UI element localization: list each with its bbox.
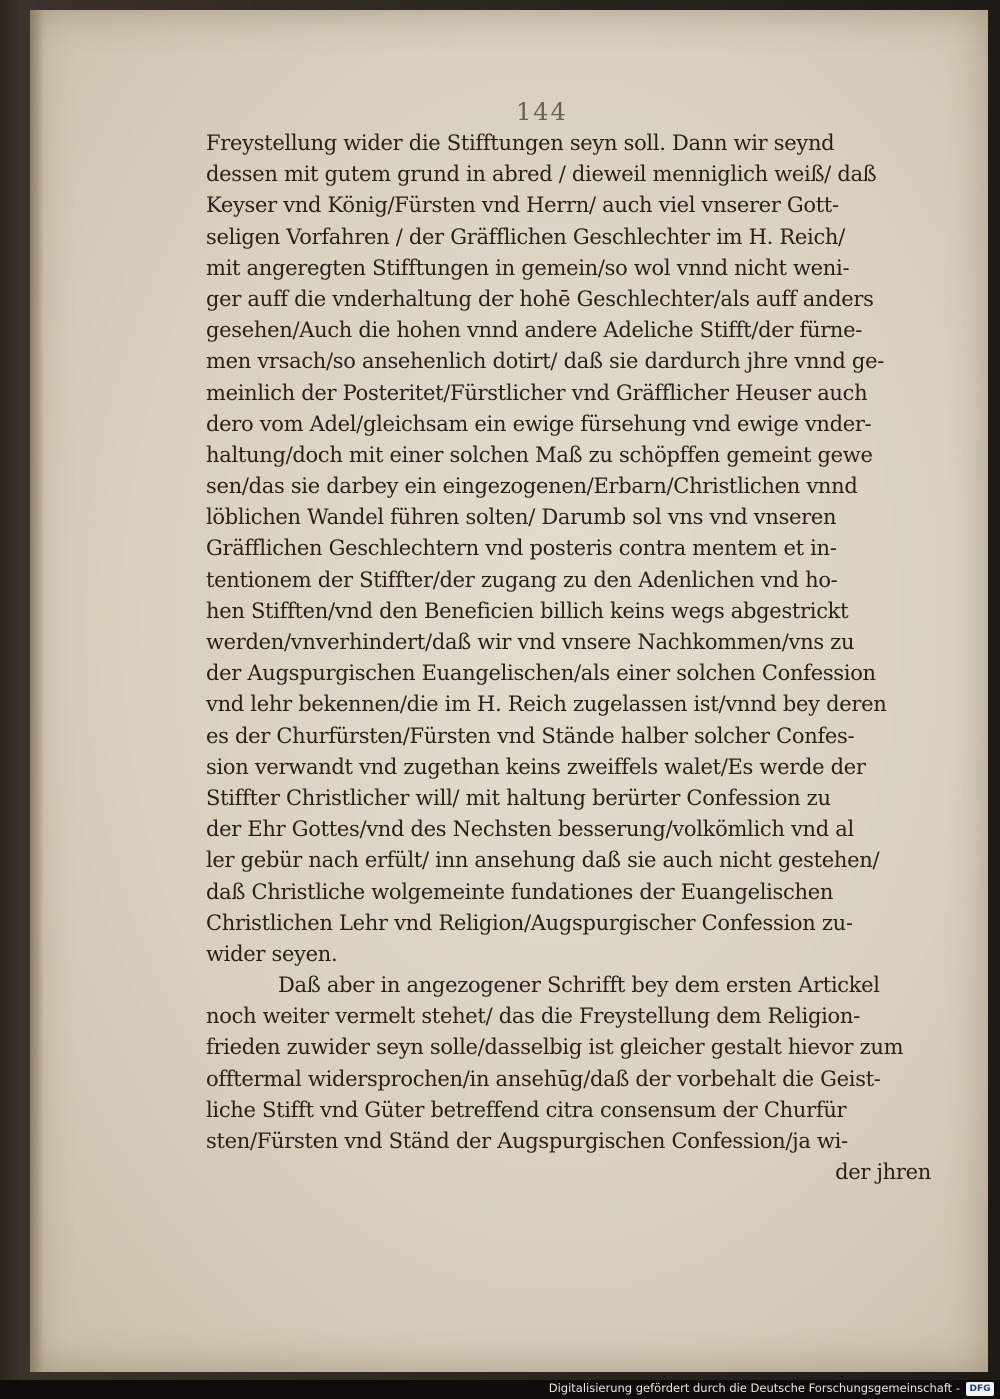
text-line: liche Stifft vnd Güter betreffend citra consensum der Churfür <box>206 1097 847 1122</box>
text-line: es der Churfürsten/Fürsten vnd Stände halber solcher Confes- <box>206 723 855 748</box>
text-line: dessen mit gutem grund in abred / dieweil menniglich weiß/ daß <box>206 162 877 187</box>
paragraph-start-line: Daß aber in angezogener Schrifft bey dem ersten Artickel <box>278 973 880 998</box>
text-line: gesehen/Auch die hohen vnnd andere Adeliche Stifft/der fürne- <box>206 318 863 343</box>
text-line: dero vom Adel/gleichsam ein ewige fürsehung vnd ewige vnder- <box>206 411 872 436</box>
text-line: ler gebür nach erfült/ inn ansehung daß sie auch nicht gestehen/ <box>206 848 880 873</box>
text-line: tentionem der Stiffter/der zugang zu den Adenlichen vnd ho- <box>206 567 838 592</box>
page-number: 144 <box>516 98 568 126</box>
text-line: der Ehr Gottes/vnd des Nechsten besserung/volkömlich vnd al <box>206 817 854 842</box>
text-line: mit angeregten Stifftungen in gemein/so wol vnnd nicht weni- <box>206 255 850 280</box>
text-line: Keyser vnd König/Fürsten vnd Herrn/ auch viel vnserer Gott- <box>206 193 839 218</box>
text-line: offtermal widersprochen/in ansehūg/daß der vorbehalt die Geist- <box>206 1066 881 1091</box>
text-line: ger auff die vnderhaltung der hohē Geschlechter/als auff anders <box>206 286 874 311</box>
text-line: löblichen Wandel führen solten/ Darumb sol vns vnd vnseren <box>206 505 837 530</box>
page-text <box>206 128 931 1188</box>
text-line: haltung/doch mit einer solchen Maß zu schöpffen gemeint gewe <box>206 442 873 467</box>
digitization-credit: Digitalisierung gefördert durch die Deutsche Forschungsgemeinschaft - <box>548 1381 960 1395</box>
text-line: Freystellung wider die Stifftungen seyn soll. Dann wir seynd <box>206 131 835 155</box>
dfg-logo: DFG <box>966 1382 994 1396</box>
text-line: meinlich der Posteritet/Fürstlicher vnd Gräfflicher Heuser auch <box>206 380 868 405</box>
text-line: sten/Fürsten vnd Ständ der Augspurgischen Confession/ja wi- <box>206 1129 848 1153</box>
text-line: Stiffter Christlicher will/ mit haltung berürter Confession zu <box>206 785 831 810</box>
text-line: hen Stifften/vnd den Beneficien billich keins wegs abgestrickt <box>206 598 849 623</box>
text-line: der Augspurgischen Euangelischen/als einer solchen Confession <box>206 661 876 686</box>
text-line: werden/vnverhindert/daß wir vnd vnsere Nachkommen/vns zu <box>206 630 855 654</box>
page-edge-shadow <box>30 10 44 1372</box>
text-line: vnd lehr bekennen/die im H. Reich zugelassen ist/vnnd bey deren <box>206 692 887 717</box>
text-line: sion verwandt vnd zugethan keins zweiffels walet/Es werde der <box>206 754 866 779</box>
text-line: seligen Vorfahren / der Gräfflichen Geschlechter im H. Reich/ <box>206 224 845 249</box>
text-line: daß Christliche wolgemeinte fundationes der Euangelischen <box>206 879 834 904</box>
catchword: der jhren <box>835 1160 931 1185</box>
text-line: Christlichen Lehr vnd Religion/Augspurgischer Confession zu- <box>206 910 853 935</box>
text-line: frieden zuwider seyn solle/dasselbig ist gleicher gestalt hievor zum <box>206 1035 904 1060</box>
text-line: wider seyen. <box>206 941 338 966</box>
text-line: men vrsach/so ansehenlich dotirt/ daß sie dardurch jhre vnnd ge- <box>206 349 884 374</box>
text-line: sen/das sie darbey ein eingezogenen/Erbarn/Christlichen vnnd <box>206 474 858 499</box>
text-line: Gräfflichen Geschlechtern vnd posteris contra mentem et in- <box>206 536 837 561</box>
text-line: noch weiter vermelt stehet/ das die Freystellung dem Religion- <box>206 1004 860 1029</box>
